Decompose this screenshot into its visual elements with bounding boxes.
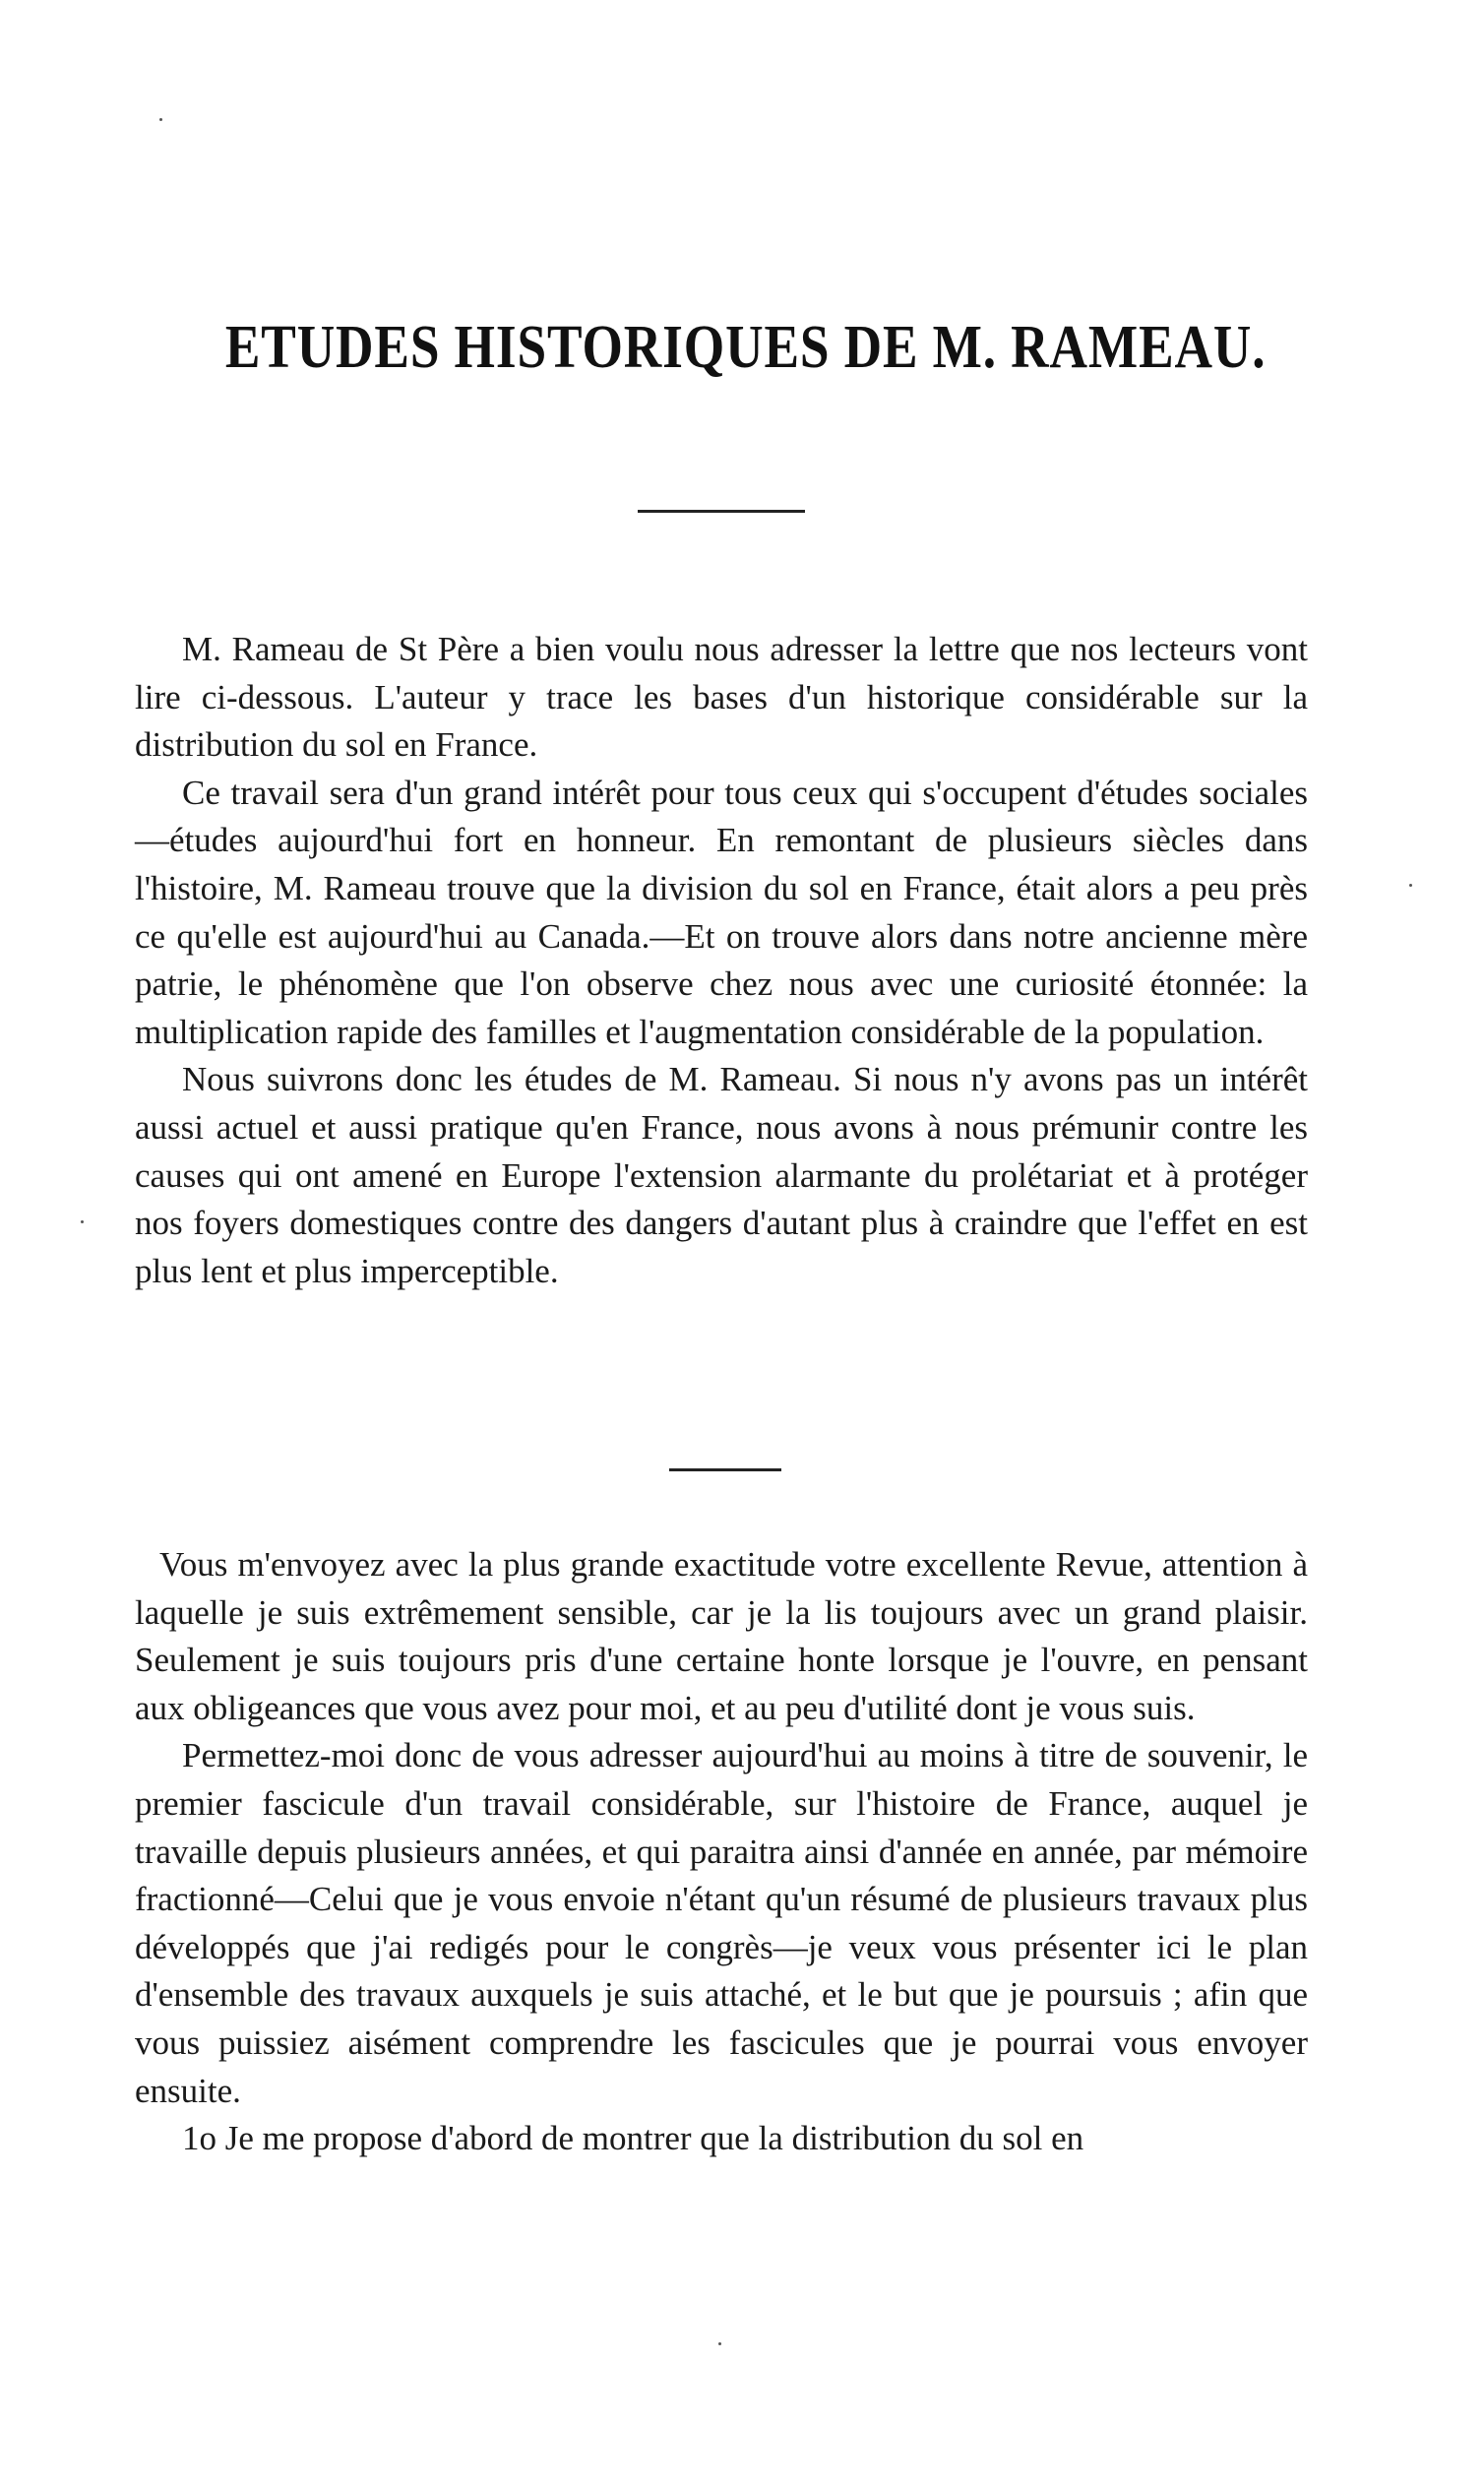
section-divider — [669, 1468, 781, 1471]
page-title: ETUDES HISTORIQUES DE M. RAMEAU. — [224, 314, 1267, 381]
intro-section — [135, 626, 1308, 1295]
paper-speck — [1409, 884, 1412, 887]
intro-paragraph: Ce travail sera d'un grand intérêt pour tous ceux qui s'occupent d'études sociales—études aujourd'hui fort en honneur. En remontant de plusieurs siècles dans l'histoire, M. Rameau trouve que la division du sol en France, était alors a peu près ce qu'elle est aujourd'hui au Canada.—Et on trouve alors dans notre ancienne mère patrie, le phénomène que l'on observe chez nous avec une curiosité étonnée: la multiplication rapide des familles et l'augmentation considérable de la population. — [135, 773, 1308, 1051]
paper-speck — [81, 1220, 84, 1223]
intro-paragraph: Nous suivrons donc les études de M. Rameau. Si nous n'y avons pas un intérêt aussi actuel et aussi pratique qu'en France, nous avons à nous prémunir contre les causes qui ont amené en Europe l'extension alarmante du prolétariat et à protéger nos foyers domestiques contre des dangers d'autant plus à craindre que l'effet en est plus lent et plus imperceptible. — [135, 1060, 1308, 1290]
letter-section — [135, 1541, 1308, 2163]
intro-paragraph: M. Rameau de St Père a bien voulu nous adresser la lettre que nos lecteurs vont lire ci-dessous. L'auteur y trace les bases d'un historique considérable sur la distribution du sol en France. — [135, 630, 1308, 765]
section-divider — [638, 510, 805, 513]
paper-speck — [159, 118, 162, 121]
letter-paragraph: 1o Je me propose d'abord de montrer que la distribution du sol en — [182, 2119, 1084, 2158]
paper-speck — [718, 2342, 721, 2345]
letter-paragraph: Permettez-moi donc de vous adresser aujourd'hui au moins à titre de souvenir, le premier fascicule d'un travail considérable, sur l'histoire de France, auquel je travaille depuis plusieurs années, et qui paraitra ainsi d'année en année, par mémoire fractionné—Celui que je vous envoie n'étant qu'un résumé de plusieurs travaux plus développés que j'ai redigés pour le congrès—je veux vous présenter ici le plan d'ensemble des travaux auxquels je suis attaché, et le but que je poursuis ; afin que vous puissiez aisément comprendre les fascicules que je pourrai vous envoyer ensuite. — [135, 1736, 1308, 2110]
letter-paragraph: Vous m'envoyez avec la plus grande exactitude votre excellente Revue, attention à laquelle je suis extrêmement sensible, car je la lis toujours avec un grand plaisir. Seulement je suis toujours pris d'une certaine honte lorsque je l'ouvre, en pensant aux obligeances que vous avez pour moi, et au peu d'utilité dont je vous suis. — [135, 1545, 1308, 1727]
